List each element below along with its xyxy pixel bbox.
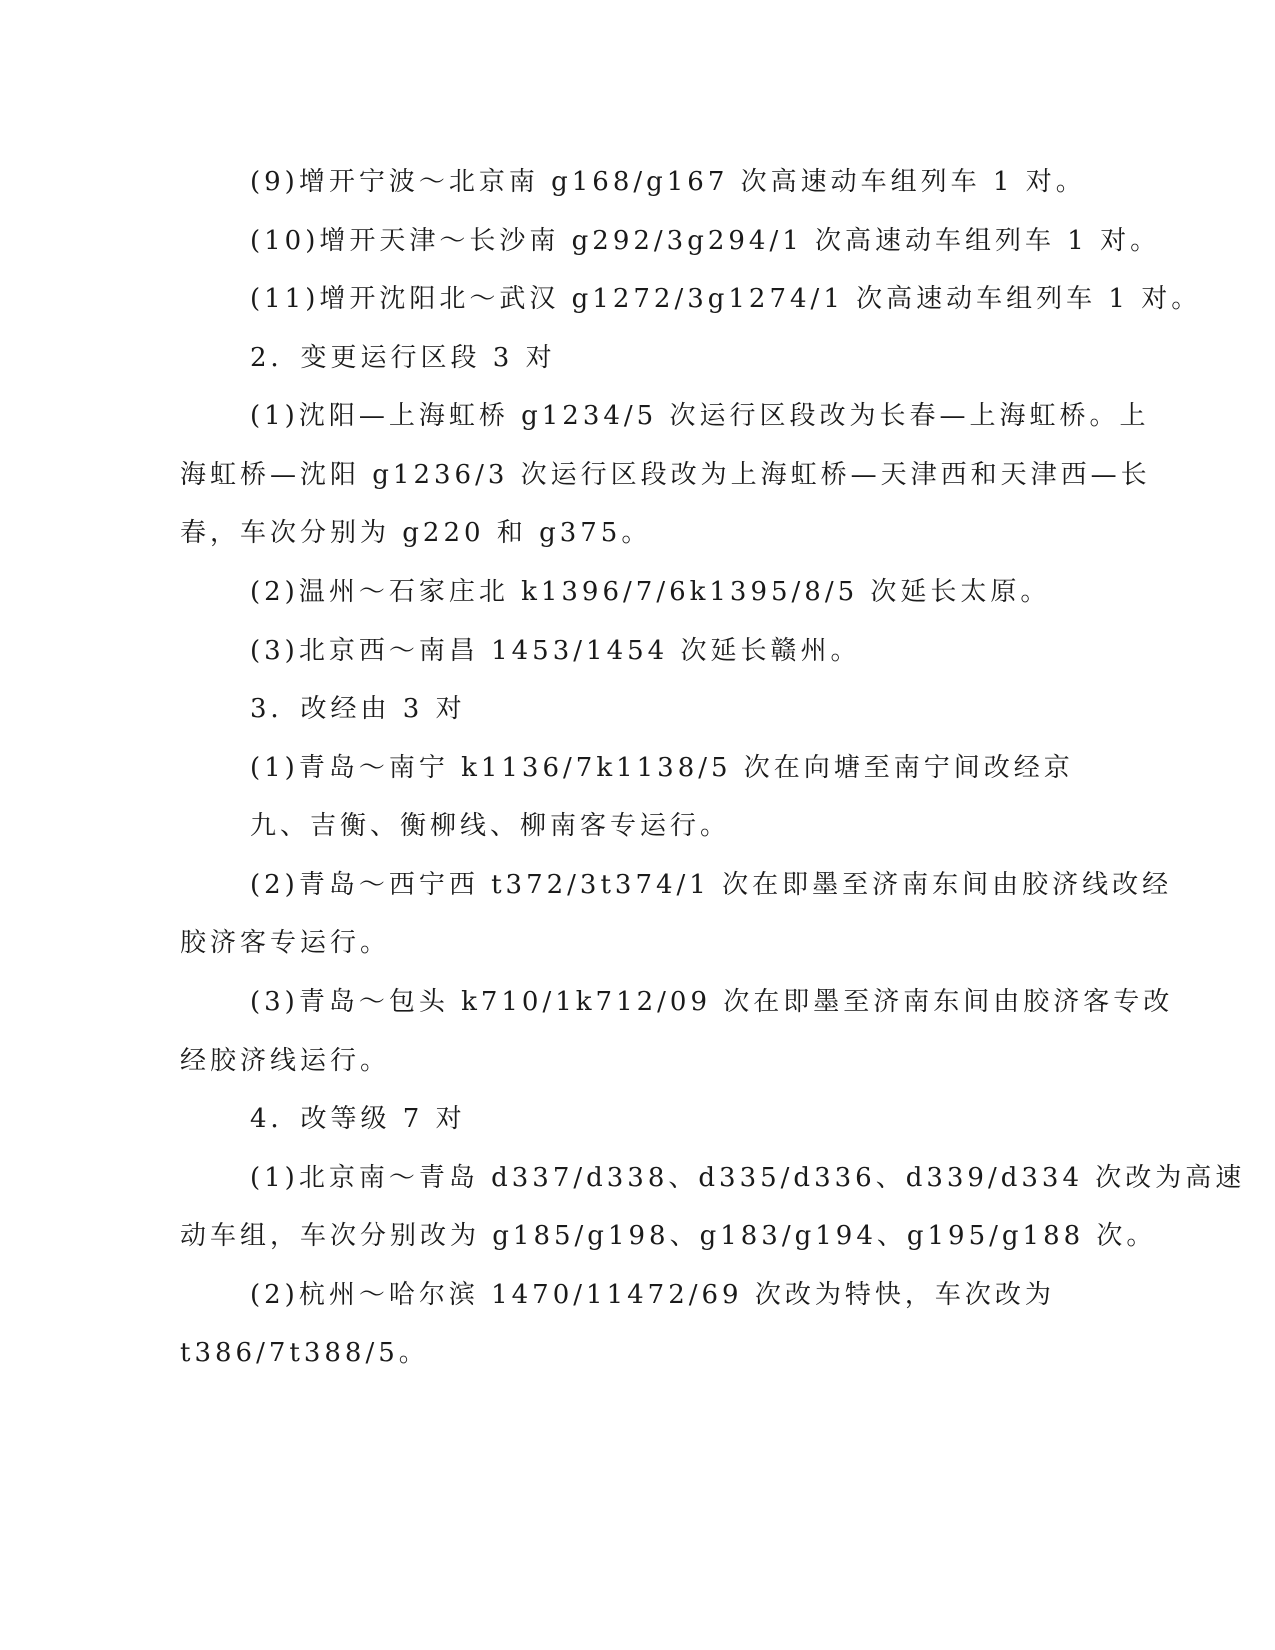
paragraph-line: (1)北京南～青岛 d337/d338、d335/d336、d339/d334 次改为高速: [250, 1163, 1246, 1193]
paragraph-line: (9)增开宁波～北京南 g168/g167 次高速动车组列车 1 对。: [250, 167, 1086, 197]
paragraph-line: 海虹桥—沈阳 g1236/3 次运行区段改为上海虹桥—天津西和天津西—长: [180, 460, 1151, 490]
section-heading: 3．改经由 3 对: [250, 694, 466, 724]
paragraph-line: (1)沈阳—上海虹桥 g1234/5 次运行区段改为长春—上海虹桥。上: [250, 401, 1150, 431]
paragraph-line: 经胶济线运行。: [180, 1046, 391, 1076]
section-heading: 4．改等级 7 对: [250, 1104, 466, 1134]
paragraph-line: 胶济客专运行。: [180, 928, 391, 958]
paragraph-line: (1)青岛～南宁 k1136/7k1138/5 次在向塘至南宁间改经京: [250, 753, 1074, 783]
paragraph-line: (10)增开天津～长沙南 g292/3g294/1 次高速动车组列车 1 对。: [250, 226, 1161, 256]
paragraph-line: 春，车次分别为 g220 和 g375。: [180, 518, 652, 548]
paragraph-line: (11)增开沈阳北～武汉 g1272/3g1274/1 次高速动车组列车 1 对。: [250, 284, 1202, 314]
paragraph-line: 动车组，车次分别改为 g185/g198、g183/g194、g195/g188 次。: [180, 1221, 1157, 1251]
paragraph-line: (3)北京西～南昌 1453/1454 次延长赣州。: [250, 636, 861, 666]
paragraph-line: (2)杭州～哈尔滨 1470/11472/69 次改为特快，车次改为: [250, 1280, 1055, 1310]
paragraph-line: (2)青岛～西宁西 t372/3t374/1 次在即墨至济南东间由胶济线改经: [250, 870, 1173, 900]
paragraph-line: 九、吉衡、衡柳线、柳南客专运行。: [250, 811, 731, 841]
paragraph-line: t386/7t388/5。: [180, 1338, 429, 1368]
paragraph-line: (2)温州～石家庄北 k1396/7/6k1395/8/5 次延长太原。: [250, 577, 1051, 607]
section-heading: 2．变更运行区段 3 对: [250, 343, 556, 373]
paragraph-line: (3)青岛～包头 k710/1k712/09 次在即墨至济南东间由胶济客专改: [250, 987, 1174, 1017]
